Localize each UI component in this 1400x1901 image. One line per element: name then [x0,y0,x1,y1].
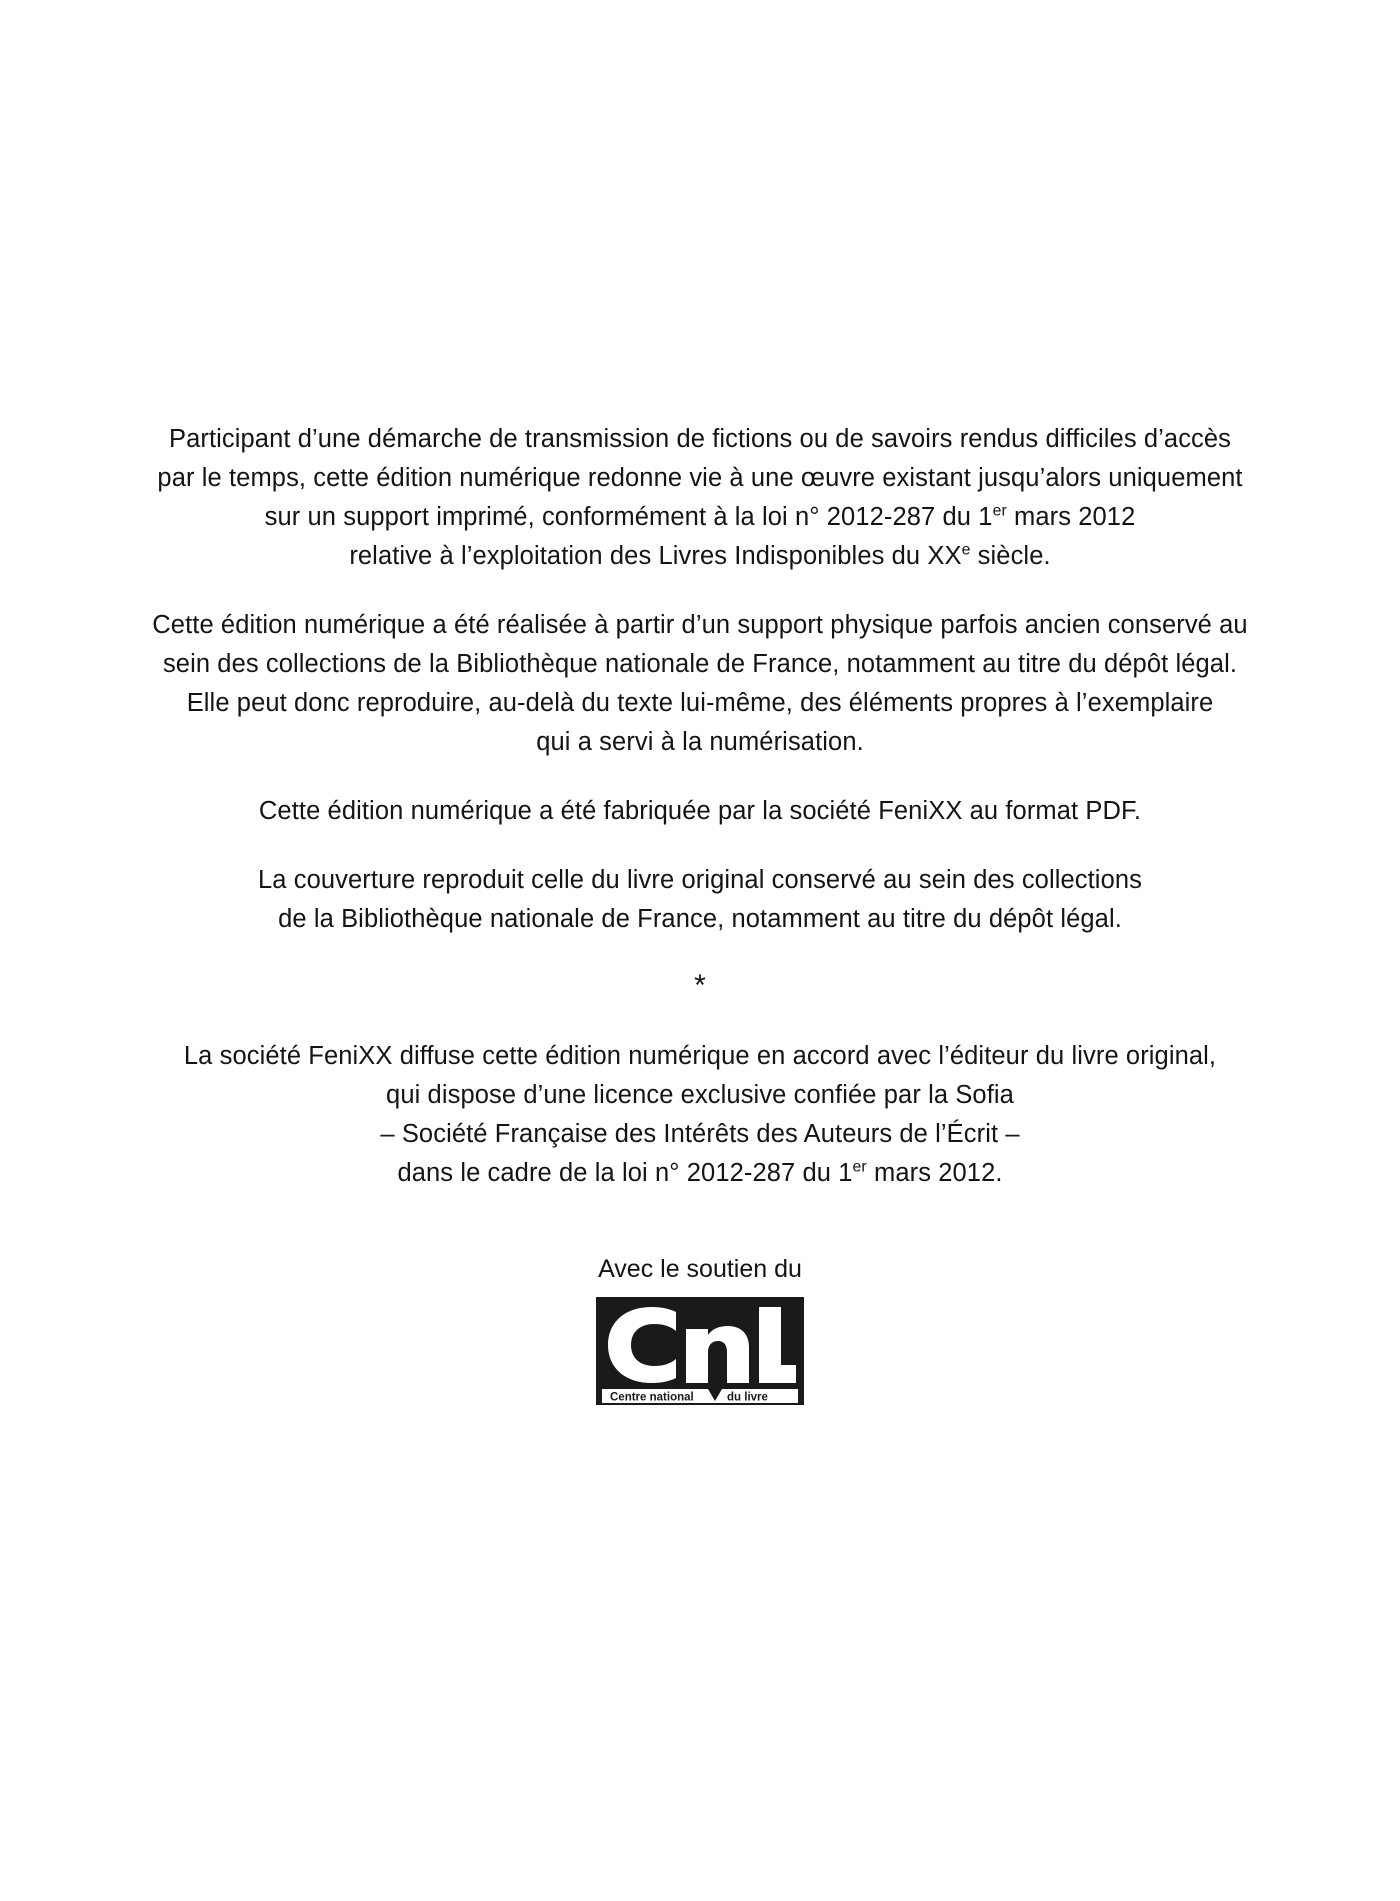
paragraph-5-line-4-part-a: dans le cadre de la loi n° 2012-287 du 1 [397,1159,853,1187]
paragraph-4-line-2: de la Bibliothèque nationale de France, notamment au titre du dépôt légal. [278,905,1122,933]
paragraph-2-line-4: qui a servi à la numérisation. [536,728,864,756]
notice-paragraph-1 [120,420,1280,576]
paragraph-2-line-2: sein des collections de la Bibliothèque nationale de France, notamment au titre du dépôt légal. [162,650,1238,678]
notice-text-block [120,420,1280,1410]
paragraph-5-line-4-part-b: mars 2012. [866,1159,1003,1187]
paragraph-1-line-3-part-b: mars 2012 [1006,503,1136,531]
section-separator-asterisk: * [694,969,706,1002]
notice-paragraph-3 [120,792,1280,831]
paragraph-2-line-1: Cette édition numérique a été réalisée à partir d’un support physique parfois ancien conservé au [152,611,1248,639]
paragraph-5-line-1: La société FeniXX diffuse cette édition numérique en accord avec l’éditeur du livre original, [183,1042,1217,1070]
paragraph-5-line-2: qui dispose d’une licence exclusive confiée par la Sofia [386,1081,1014,1109]
notice-paragraph-4 [120,861,1280,939]
notice-paragraph-5 [120,1037,1280,1193]
notice-paragraph-2 [120,606,1280,762]
cnl-logo [596,1297,804,1405]
paragraph-1-line-3-superscript: er [992,502,1007,520]
support-block [120,1253,1280,1410]
paragraph-4-line-1: La couverture reproduit celle du livre original conservé au sein des collections [258,866,1142,894]
paragraph-1-line-3-part-a: sur un support imprimé, conformément à la loi n° 2012-287 du 1 [264,503,993,531]
cnl-tagline-left: Centre national [610,1391,694,1404]
cnl-logo-container [596,1297,804,1405]
paragraph-1-line-1: Participant d’une démarche de transmission de fictions ou de savoirs rendus difficiles d’accès [168,425,1232,453]
paragraph-5-line-3: – Société Française des Intérêts des Auteurs de l’Écrit – [380,1120,1020,1148]
cnl-tagline-right: du livre [727,1391,768,1404]
paragraph-3-line-1: Cette édition numérique a été fabriquée par la société FeniXX au format PDF. [258,797,1142,825]
support-label: Avec le soutien du [598,1255,802,1283]
paragraph-1-line-2: par le temps, cette édition numérique redonne vie à une œuvre existant jusqu’alors uniquement [157,464,1243,492]
paragraph-1-line-4-part-b: siècle. [970,542,1051,570]
paragraph-2-line-3: Elle peut donc reproduire, au-delà du texte lui-même, des éléments propres à l’exemplaire [186,689,1214,717]
paragraph-1-line-4-part-a: relative à l’exploitation des Livres Indisponibles du XX [349,542,962,570]
paragraph-5-line-4-superscript: er [852,1158,867,1176]
paragraph-1-line-4-superscript: e [961,541,971,559]
